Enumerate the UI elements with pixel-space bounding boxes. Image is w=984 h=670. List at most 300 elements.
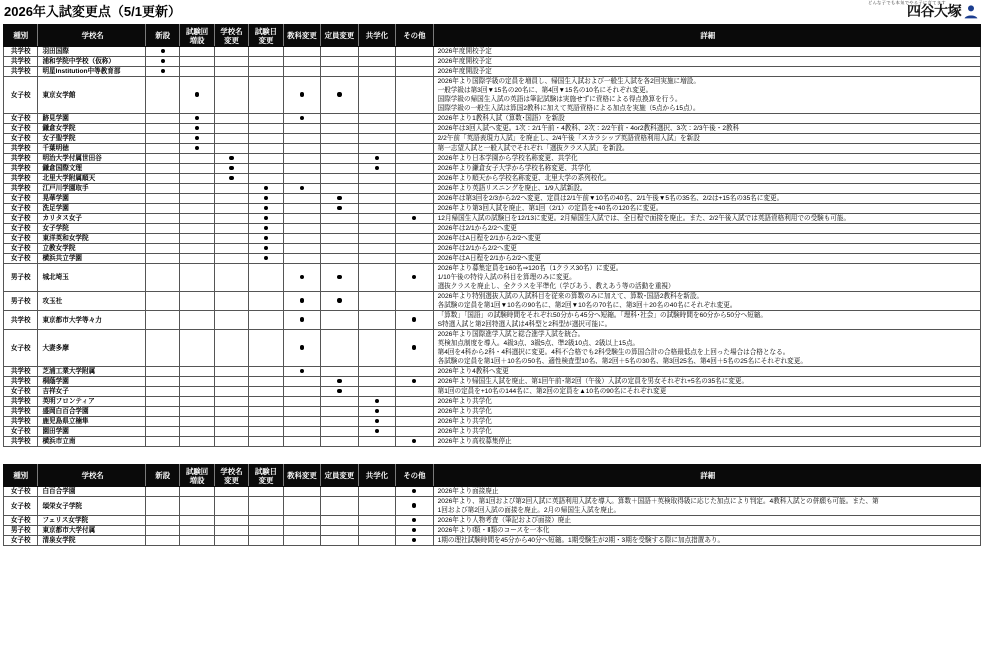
detail-line: 1回および第2回入試の面接を廃止。2月の帰国生入試を廃止。: [437, 507, 621, 514]
table-row: [4, 234, 981, 244]
cell-mark-subject-change: [283, 254, 320, 264]
cell-mark-coed: [358, 516, 395, 526]
brand-logo: [854, 0, 978, 24]
cell-school-name: 横浜共立学園: [38, 254, 145, 264]
col-new: 新設: [145, 25, 179, 47]
cell-mark-date-change: [249, 224, 283, 234]
cell-type: 男子校: [4, 292, 38, 311]
cell-type: 共学校: [4, 154, 38, 164]
cell-mark-quota-change: [321, 244, 358, 254]
cell-school-name: 跡見学園: [38, 114, 145, 124]
cell-mark-rounds: [180, 204, 214, 214]
bullet-dot-icon: [412, 538, 416, 542]
cell-mark-quota-change: [321, 526, 358, 536]
cell-mark-quota-change: [321, 497, 358, 516]
cell-mark-subject-change: [283, 377, 320, 387]
cell-mark-coed: [358, 397, 395, 407]
cell-mark-subject-change: [283, 154, 320, 164]
cell-mark-new: [145, 114, 179, 124]
cell-mark-coed: [358, 377, 395, 387]
cell-detail: [433, 497, 980, 516]
cell-type: 女子校: [4, 330, 38, 367]
cell-mark-other: [396, 377, 433, 387]
cell-mark-quota-change: [321, 234, 358, 244]
cell-mark-subject-change: [283, 144, 320, 154]
cell-detail: [433, 214, 980, 224]
detail-line: 2/2午前「英語表現力入試」を廃止し、2/4午後「スカラシップ英語資格利用入試」を新設: [437, 135, 700, 142]
cell-type: 女子校: [4, 77, 38, 114]
bullet-dot-icon: [412, 439, 416, 443]
col-rounds-line1: 試験回: [185, 26, 209, 36]
cell-school-name: 吉祥女子: [38, 387, 145, 397]
col-rounds-line2: 増設: [189, 35, 205, 45]
cell-mark-rounds: [180, 367, 214, 377]
cell-mark-subject-change: [283, 397, 320, 407]
table-row: [4, 204, 981, 214]
cell-mark-subject-change: [283, 427, 320, 437]
cell-mark-quota-change: [321, 134, 358, 144]
cell-mark-coed: [358, 254, 395, 264]
cell-mark-rounds: [180, 264, 214, 292]
cell-mark-quota-change: [321, 427, 358, 437]
cell-mark-coed: [358, 144, 395, 154]
changes-table-main: [3, 24, 981, 447]
cell-mark-coed: [358, 497, 395, 516]
cell-mark-quota-change: [321, 367, 358, 377]
col-date-change: [249, 25, 283, 47]
cell-mark-date-change: [249, 234, 283, 244]
detail-line: 2026年より面接廃止: [437, 488, 499, 495]
table-header-main: [4, 25, 981, 47]
cell-mark-subject-change: [283, 234, 320, 244]
cell-mark-name-change: [214, 516, 248, 526]
col-detail: 詳細: [433, 25, 980, 47]
bullet-dot-icon: [300, 92, 304, 96]
table-body-main: [4, 47, 981, 447]
bullet-dot-icon: [337, 196, 341, 200]
cell-mark-rounds: [180, 67, 214, 77]
cell-mark-rounds: [180, 516, 214, 526]
col-name-change-line1: 学校名: [220, 26, 243, 36]
cell-mark-date-change: [249, 77, 283, 114]
cell-mark-name-change: [214, 427, 248, 437]
detail-line: 国際学級の帰国生入試の英語は筆記試験は実施せずに資格による得点換算を行う。: [437, 96, 682, 103]
col-type: 種別: [4, 465, 38, 487]
cell-mark-quota-change: [321, 330, 358, 367]
cell-mark-rounds: [180, 234, 214, 244]
cell-mark-coed: [358, 437, 395, 447]
cell-mark-subject-change: [283, 292, 320, 311]
cell-mark-new: [145, 234, 179, 244]
cell-type: 女子校: [4, 536, 38, 546]
table-row: [4, 407, 981, 417]
cell-mark-new: [145, 77, 179, 114]
cell-type: 共学校: [4, 311, 38, 330]
detail-line: 2026年より4教科へ変更: [437, 368, 509, 375]
cell-mark-quota-change: [321, 377, 358, 387]
col-other: その他: [396, 25, 433, 47]
cell-mark-rounds: [180, 114, 214, 124]
detail-line: 2026年度開設予定: [437, 68, 492, 75]
cell-school-name: 女子学院: [38, 224, 145, 234]
cell-type: 共学校: [4, 437, 38, 447]
cell-mark-subject-change: [283, 204, 320, 214]
table-row: [4, 377, 981, 387]
table-row: [4, 254, 981, 264]
col-date-change-line2: 変更: [258, 475, 274, 485]
cell-detail: [433, 114, 980, 124]
cell-detail: [433, 417, 980, 427]
cell-type: 女子校: [4, 387, 38, 397]
cell-mark-rounds: [180, 224, 214, 234]
detail-line: 2026年はA日程を2/1から2/2へ変更: [437, 235, 541, 242]
cell-mark-coed: [358, 204, 395, 214]
detail-line: 2026年より高校募集停止: [437, 438, 512, 445]
bullet-dot-icon: [195, 126, 199, 130]
cell-mark-name-change: [214, 134, 248, 144]
table-row: [4, 367, 981, 377]
brand-tagline: どんな子でも本気でやる子に育てます: [868, 0, 946, 5]
cell-mark-new: [145, 154, 179, 164]
cell-mark-name-change: [214, 124, 248, 134]
col-name-change: [214, 465, 248, 487]
cell-mark-name-change: [214, 387, 248, 397]
cell-mark-other: [396, 397, 433, 407]
cell-mark-subject-change: [283, 437, 320, 447]
bullet-dot-icon: [264, 216, 268, 220]
col-school: 学校名: [38, 465, 145, 487]
cell-school-name: 羽田国際: [38, 47, 145, 57]
cell-mark-date-change: [249, 204, 283, 214]
cell-type: 女子校: [4, 497, 38, 516]
person-mark-icon: [964, 5, 978, 20]
table-row: [4, 311, 981, 330]
cell-mark-rounds: [180, 330, 214, 367]
changes-table-secondary: [3, 464, 981, 546]
cell-mark-new: [145, 144, 179, 154]
cell-detail: [433, 407, 980, 417]
cell-mark-new: [145, 377, 179, 387]
cell-type: 共学校: [4, 47, 38, 57]
detail-line: 選抜クラスを廃止し、全クラスを平準化（学びあう、教えあう等の活動を重視）: [437, 283, 675, 290]
cell-mark-subject-change: [283, 67, 320, 77]
cell-mark-date-change: [249, 244, 283, 254]
cell-mark-date-change: [249, 292, 283, 311]
cell-mark-other: [396, 184, 433, 194]
cell-mark-name-change: [214, 77, 248, 114]
cell-type: 女子校: [4, 214, 38, 224]
cell-mark-new: [145, 67, 179, 77]
col-coed: 共学化: [358, 25, 395, 47]
cell-mark-coed: [358, 224, 395, 234]
table-row: [4, 47, 981, 57]
cell-detail: [433, 234, 980, 244]
cell-mark-date-change: [249, 377, 283, 387]
cell-mark-subject-change: [283, 526, 320, 536]
cell-mark-other: [396, 417, 433, 427]
cell-school-name: 桐蔭学園: [38, 377, 145, 387]
cell-mark-coed: [358, 244, 395, 254]
table-row: [4, 516, 981, 526]
cell-mark-new: [145, 194, 179, 204]
cell-mark-date-change: [249, 330, 283, 367]
cell-type: 女子校: [4, 224, 38, 234]
bullet-dot-icon: [300, 369, 304, 373]
cell-mark-other: [396, 367, 433, 377]
cell-mark-subject-change: [283, 184, 320, 194]
cell-mark-subject-change: [283, 124, 320, 134]
cell-mark-name-change: [214, 536, 248, 546]
cell-mark-name-change: [214, 144, 248, 154]
cell-type: 男子校: [4, 526, 38, 536]
cell-mark-other: [396, 77, 433, 114]
cell-mark-other: [396, 427, 433, 437]
detail-line: S特選入試と第2回特選入試は4科型と2科型が選択可能に。: [437, 321, 612, 328]
cell-mark-date-change: [249, 516, 283, 526]
cell-mark-other: [396, 254, 433, 264]
cell-school-name: 鹿児島県立楠隼: [38, 417, 145, 427]
cell-detail: [433, 164, 980, 174]
cell-detail: [433, 204, 980, 214]
col-school: 学校名: [38, 25, 145, 47]
cell-mark-new: [145, 387, 179, 397]
cell-mark-rounds: [180, 144, 214, 154]
header-row: [4, 25, 981, 47]
cell-mark-date-change: [249, 526, 283, 536]
detail-line: 2026年より共学化: [437, 408, 492, 415]
table-row: [4, 292, 981, 311]
cell-mark-coed: [358, 367, 395, 377]
cell-type: 女子校: [4, 487, 38, 497]
cell-mark-subject-change: [283, 497, 320, 516]
cell-detail: [433, 292, 980, 311]
cell-school-name: 東京都市大学等々力: [38, 311, 145, 330]
cell-mark-rounds: [180, 184, 214, 194]
cell-mark-rounds: [180, 292, 214, 311]
cell-mark-name-change: [214, 367, 248, 377]
col-subject-change: 教科変更: [283, 465, 320, 487]
cell-detail: [433, 264, 980, 292]
cell-mark-date-change: [249, 407, 283, 417]
cell-type: 共学校: [4, 174, 38, 184]
detail-line: 1/10午後の特待入試の科目を算理のみに変更。: [437, 274, 576, 281]
col-date-change-line1: 試験日: [254, 26, 278, 36]
cell-mark-other: [396, 124, 433, 134]
cell-detail: [433, 254, 980, 264]
cell-mark-subject-change: [283, 77, 320, 114]
cell-detail: [433, 397, 980, 407]
cell-mark-coed: [358, 487, 395, 497]
cell-mark-name-change: [214, 330, 248, 367]
cell-mark-subject-change: [283, 387, 320, 397]
bullet-dot-icon: [264, 256, 268, 260]
cell-mark-subject-change: [283, 114, 320, 124]
table-row: [4, 330, 981, 367]
cell-mark-new: [145, 124, 179, 134]
cell-mark-name-change: [214, 164, 248, 174]
cell-mark-date-change: [249, 214, 283, 224]
detail-line: 2026年はA日程を2/1から2/2へ変更: [437, 255, 541, 262]
cell-school-name: 浦和学院中学校（仮称）: [38, 57, 145, 67]
cell-mark-coed: [358, 311, 395, 330]
cell-mark-subject-change: [283, 330, 320, 367]
detail-line: 英検加点制度を導入。4級3点、3級5点、準2級10点、2級以上15点。: [437, 340, 640, 347]
cell-school-name: 立教女学院: [38, 244, 145, 254]
cell-detail: [433, 367, 980, 377]
table-row: [4, 174, 981, 184]
cell-detail: [433, 311, 980, 330]
bullet-dot-icon: [412, 379, 416, 383]
cell-detail: [433, 330, 980, 367]
cell-detail: [433, 134, 980, 144]
cell-school-name: 明星Institution中等教育部: [38, 67, 145, 77]
cell-type: 共学校: [4, 144, 38, 154]
cell-mark-other: [396, 292, 433, 311]
cell-mark-quota-change: [321, 144, 358, 154]
col-date-change: [249, 465, 283, 487]
cell-mark-date-change: [249, 487, 283, 497]
bullet-dot-icon: [337, 298, 341, 302]
cell-mark-coed: [358, 234, 395, 244]
cell-mark-quota-change: [321, 67, 358, 77]
bullet-dot-icon: [337, 379, 341, 383]
cell-mark-quota-change: [321, 516, 358, 526]
cell-mark-coed: [358, 536, 395, 546]
detail-line: 各試験の定員を第1回＋10名の50名、適性検査型10名、第2回＋5名の30名、第3回25名、第4回＋5名の25名にそれぞれ変更。: [437, 358, 807, 365]
cell-mark-quota-change: [321, 77, 358, 114]
cell-mark-subject-change: [283, 516, 320, 526]
cell-type: 女子校: [4, 134, 38, 144]
detail-line: 2026年は3回入試へ変更。1次：2/1午前・4教科、2次：2/2午前・4or2教科選択、3次：2/3午後・2教科: [437, 125, 740, 132]
table-row: [4, 264, 981, 292]
cell-mark-name-change: [214, 57, 248, 67]
cell-mark-rounds: [180, 47, 214, 57]
cell-mark-rounds: [180, 134, 214, 144]
col-new: 新設: [145, 465, 179, 487]
cell-mark-quota-change: [321, 487, 358, 497]
cell-mark-new: [145, 292, 179, 311]
bullet-dot-icon: [300, 186, 304, 190]
cell-mark-name-change: [214, 184, 248, 194]
cell-school-name: カリタス女子: [38, 214, 145, 224]
cell-mark-rounds: [180, 437, 214, 447]
cell-mark-subject-change: [283, 407, 320, 417]
cell-mark-coed: [358, 114, 395, 124]
table-row: [4, 536, 981, 546]
cell-mark-other: [396, 234, 433, 244]
cell-mark-subject-change: [283, 47, 320, 57]
bullet-dot-icon: [300, 345, 304, 349]
cell-mark-coed: [358, 330, 395, 367]
detail-line: 一般学級は第3回▼15名の20名に、第4回▼15名の10名にそれぞれ変更。: [437, 87, 653, 94]
cell-mark-coed: [358, 194, 395, 204]
cell-mark-rounds: [180, 407, 214, 417]
cell-type: 女子校: [4, 234, 38, 244]
cell-mark-other: [396, 311, 433, 330]
cell-mark-rounds: [180, 124, 214, 134]
cell-mark-name-change: [214, 264, 248, 292]
cell-mark-quota-change: [321, 204, 358, 214]
cell-mark-subject-change: [283, 264, 320, 292]
cell-mark-new: [145, 497, 179, 516]
cell-school-name: 園田学園: [38, 427, 145, 437]
cell-mark-date-change: [249, 311, 283, 330]
cell-mark-other: [396, 487, 433, 497]
cell-school-name: 芝浦工業大学附属: [38, 367, 145, 377]
cell-mark-rounds: [180, 214, 214, 224]
cell-mark-name-change: [214, 47, 248, 57]
detail-line: 第1回の定員を+10名の144名に、第2回の定員を▲10名の90名にそれぞれ変更: [437, 388, 667, 395]
table-row: [4, 427, 981, 437]
bullet-dot-icon: [195, 146, 199, 150]
cell-mark-rounds: [180, 526, 214, 536]
bullet-dot-icon: [195, 92, 199, 96]
cell-type: 女子校: [4, 124, 38, 134]
cell-mark-new: [145, 204, 179, 214]
detail-line: 2026年より鎌倉女子大学から学校名称変更、共学化: [437, 165, 591, 172]
cell-mark-coed: [358, 292, 395, 311]
cell-mark-rounds: [180, 254, 214, 264]
bullet-dot-icon: [337, 275, 341, 279]
cell-mark-quota-change: [321, 311, 358, 330]
cell-school-name: 東洋英和女学院: [38, 234, 145, 244]
cell-type: 男子校: [4, 264, 38, 292]
col-rounds-line2: 増設: [189, 475, 205, 485]
cell-mark-date-change: [249, 57, 283, 67]
table-row: [4, 487, 981, 497]
cell-mark-new: [145, 264, 179, 292]
bullet-dot-icon: [195, 116, 199, 120]
cell-mark-coed: [358, 264, 395, 292]
cell-mark-name-change: [214, 311, 248, 330]
cell-mark-other: [396, 114, 433, 124]
cell-mark-subject-change: [283, 367, 320, 377]
col-rounds-line1: 試験回: [185, 466, 209, 476]
cell-detail: [433, 154, 980, 164]
cell-type: 共学校: [4, 184, 38, 194]
col-quota-change: 定員変更: [321, 25, 358, 47]
cell-mark-other: [396, 224, 433, 234]
cell-mark-rounds: [180, 164, 214, 174]
cell-mark-new: [145, 174, 179, 184]
cell-mark-name-change: [214, 214, 248, 224]
cell-mark-new: [145, 437, 179, 447]
cell-mark-date-change: [249, 264, 283, 292]
bullet-dot-icon: [300, 116, 304, 120]
cell-school-name: 明治大学付属世田谷: [38, 154, 145, 164]
bullet-dot-icon: [229, 156, 233, 160]
table-row: [4, 526, 981, 536]
cell-mark-other: [396, 437, 433, 447]
cell-mark-date-change: [249, 164, 283, 174]
bullet-dot-icon: [161, 69, 165, 73]
cell-mark-quota-change: [321, 114, 358, 124]
cell-mark-new: [145, 57, 179, 67]
cell-mark-coed: [358, 134, 395, 144]
cell-mark-name-change: [214, 407, 248, 417]
cell-detail: [433, 57, 980, 67]
cell-mark-other: [396, 194, 433, 204]
cell-mark-other: [396, 174, 433, 184]
cell-mark-quota-change: [321, 174, 358, 184]
cell-mark-date-change: [249, 497, 283, 516]
bullet-dot-icon: [375, 409, 379, 413]
cell-mark-name-change: [214, 417, 248, 427]
cell-detail: [433, 526, 980, 536]
cell-mark-new: [145, 224, 179, 234]
cell-school-name: 大妻多摩: [38, 330, 145, 367]
bullet-dot-icon: [229, 176, 233, 180]
